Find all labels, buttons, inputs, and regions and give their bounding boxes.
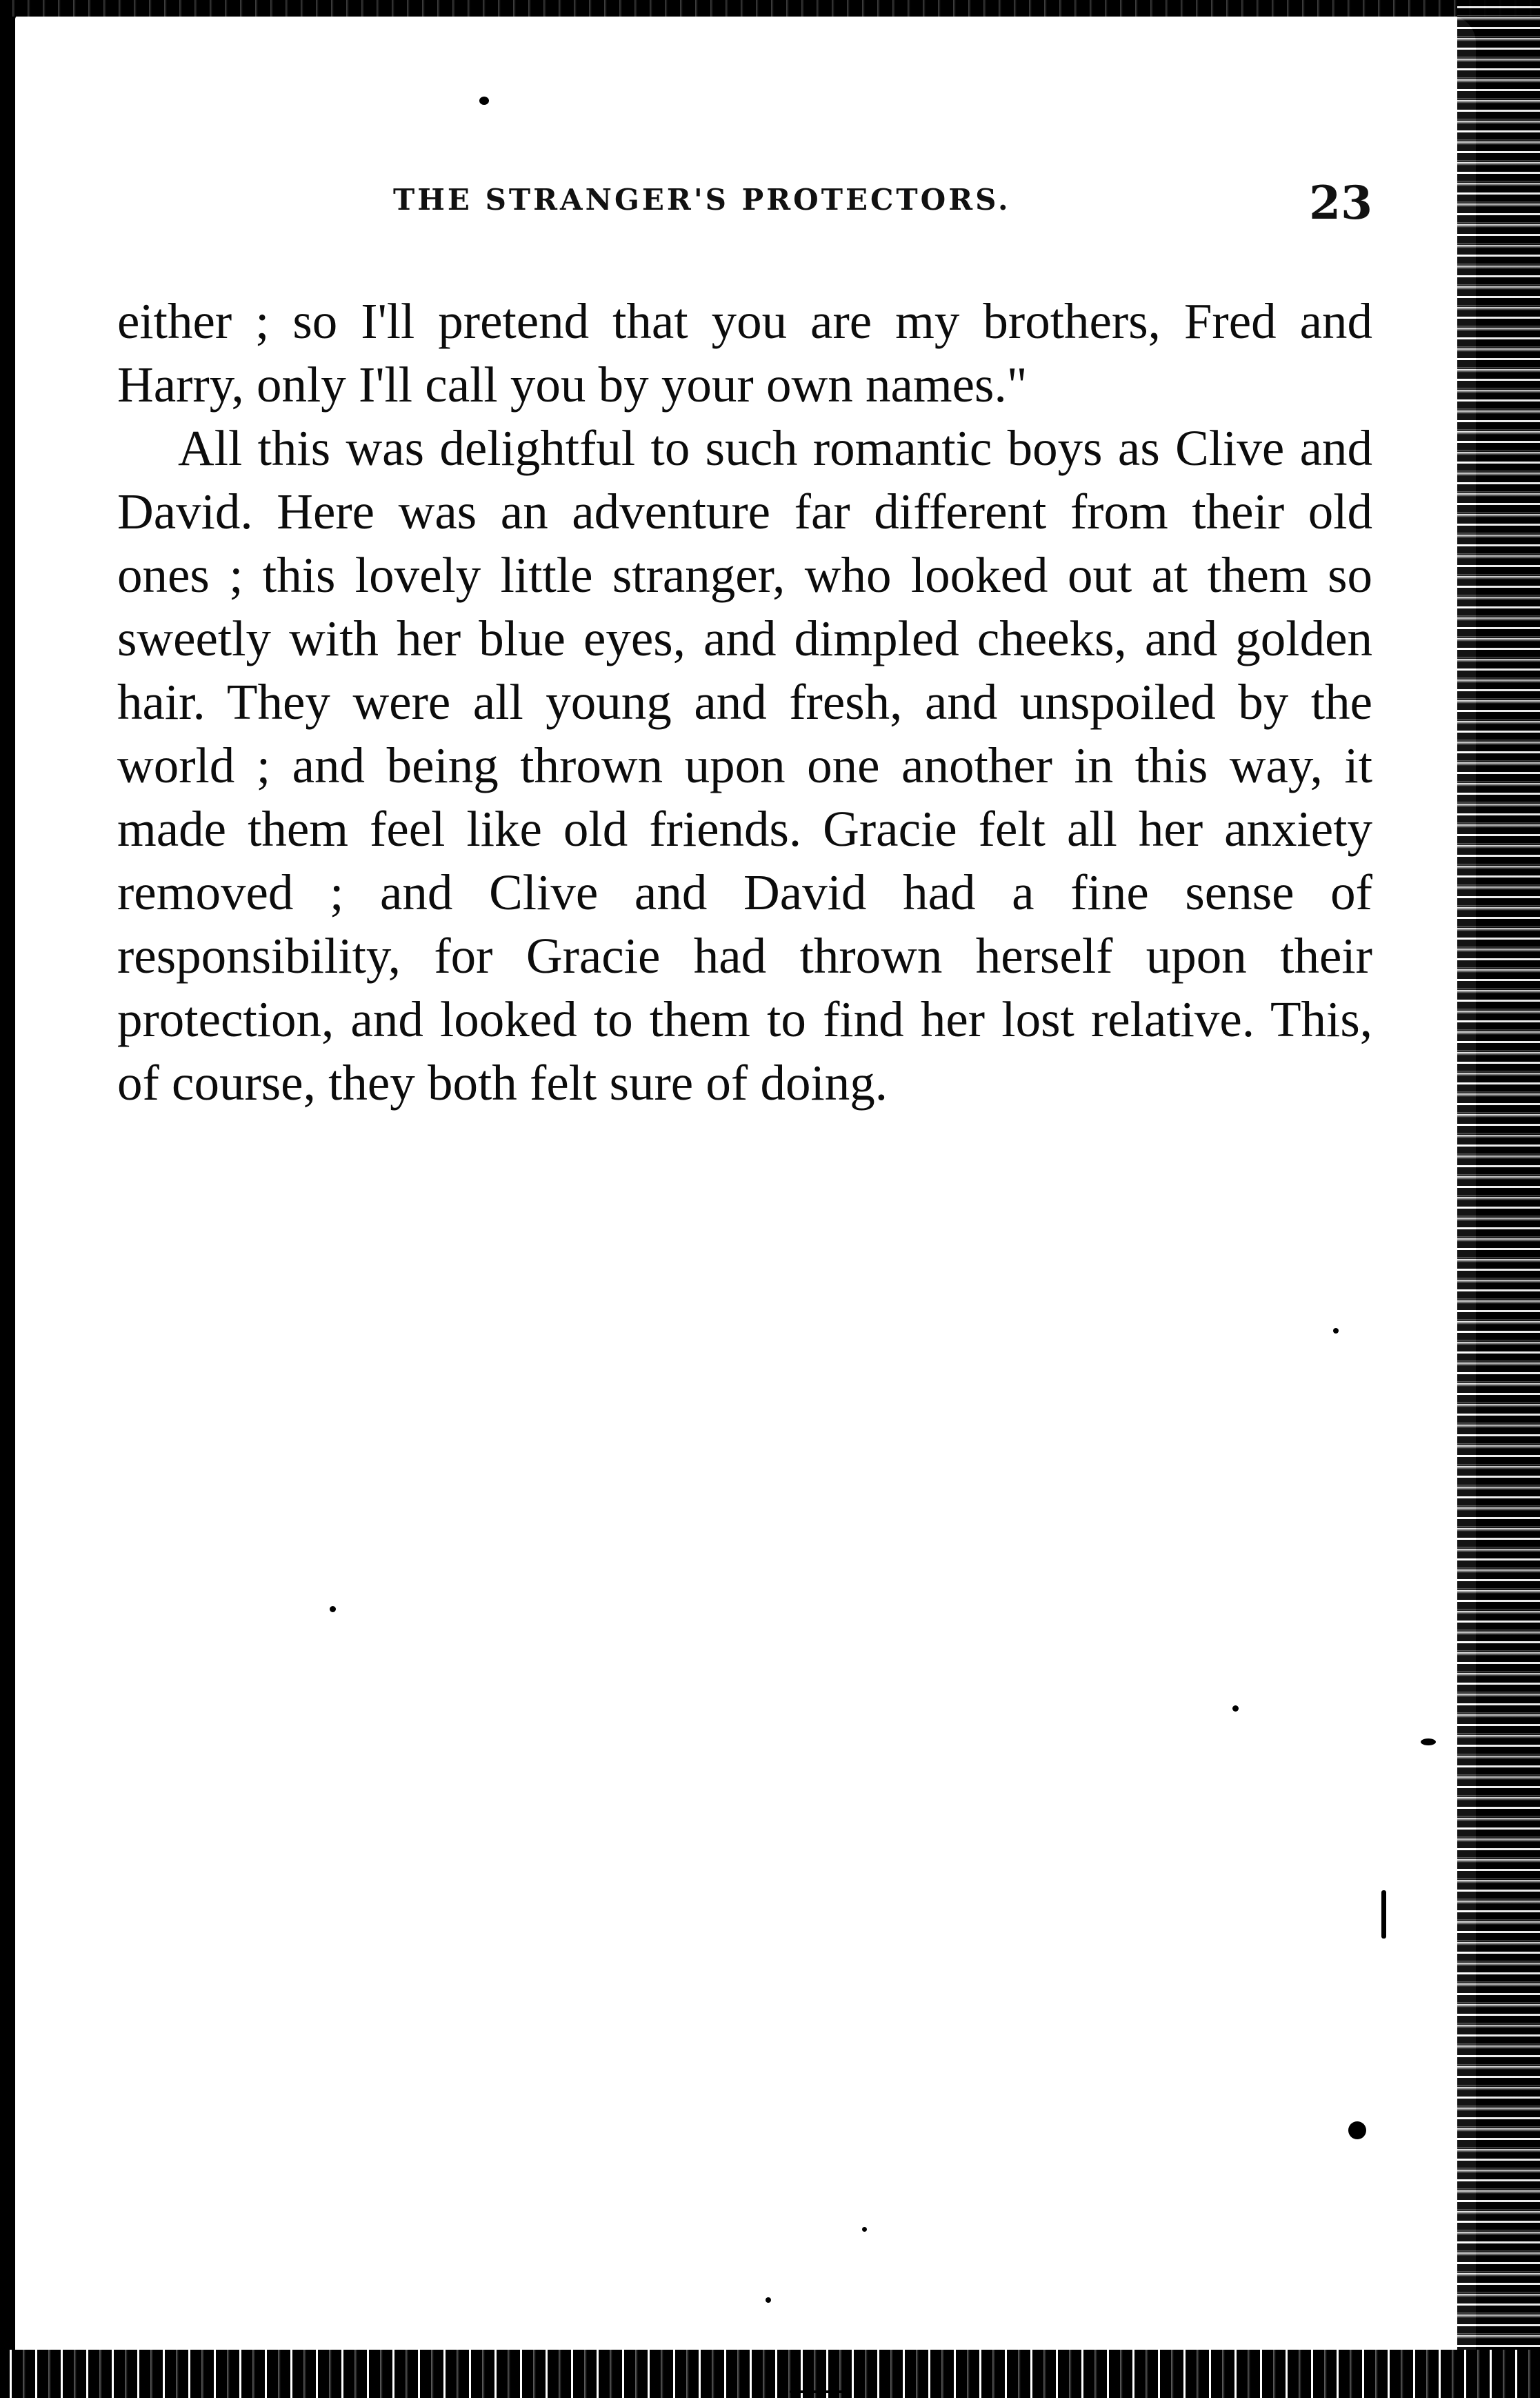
ink-speck	[862, 2227, 867, 2232]
running-title: THE STRANGER'S PROTECTORS.	[393, 183, 1011, 217]
scan-edge-right	[1457, 0, 1540, 2398]
scan-edge-top	[0, 0, 1540, 17]
paragraph: All this was delightful to such romantic boys as Clive and David. Here was an adventure far different from their old ones ; this lovely little stranger, who looked out at them so sweetly with her blue eyes, and dimpled cheeks, and golden hair. They were all young and fresh, and unspoiled by the world ; and being thrown upon one another in this way, it made them feel like old friends. Gracie felt all her anxiety removed ; and Clive and David had a fine sense of responsibility, for Gracie had thrown herself upon their protection, and looked to them to find her lost relative. This, of course, they both felt sure of doing.	[117, 420, 1372, 1111]
ink-speck	[1333, 1328, 1339, 1334]
ink-speck	[766, 2297, 771, 2303]
ink-speck	[1381, 1890, 1386, 1939]
body-text	[117, 290, 1372, 1115]
ink-speck	[479, 97, 489, 105]
ink-speck	[1232, 1705, 1239, 1712]
running-head	[117, 176, 1372, 231]
paragraph-continued: either ; so I'll pretend that you are my brothers, Fred and Harry, only I'll call you by your own names."	[117, 293, 1372, 413]
page-number: 23	[1309, 176, 1372, 230]
scan-edge-bottom	[0, 2350, 1540, 2398]
ink-speck	[1348, 2121, 1366, 2139]
ink-speck	[790, 2390, 852, 2393]
ink-speck	[330, 1606, 336, 1612]
ink-speck	[1421, 1738, 1436, 1745]
